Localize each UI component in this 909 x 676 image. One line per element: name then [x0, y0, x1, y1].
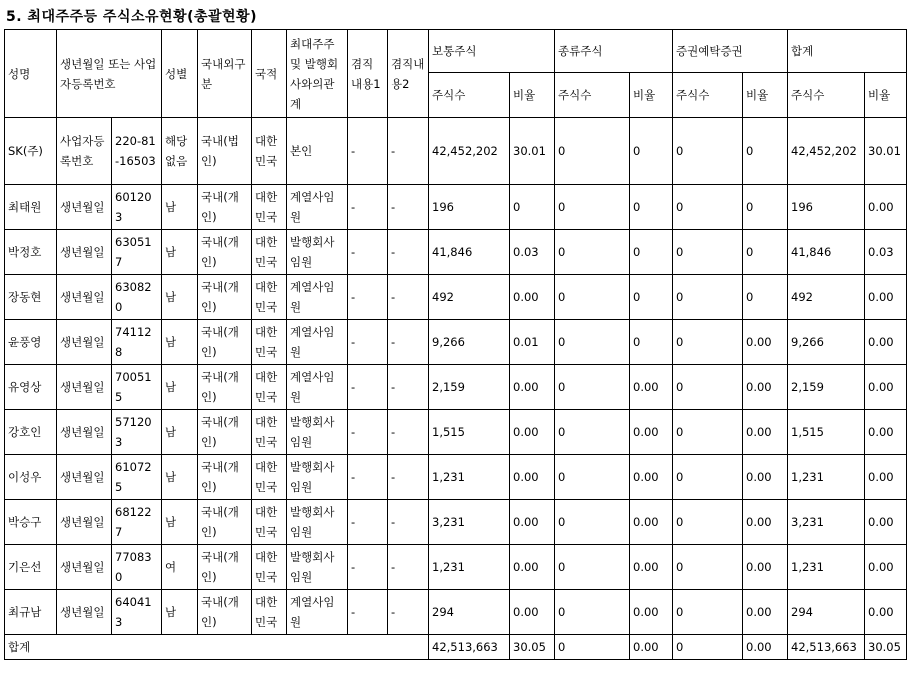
cell-job1: - — [348, 185, 388, 230]
cell-job2: - — [388, 545, 429, 590]
cell-nationality: 대한민국 — [252, 455, 287, 500]
cell-total-ratio: 0.00 — [865, 320, 907, 365]
cell-reg-type: 생년월일 — [57, 500, 112, 545]
cell-sex: 남 — [162, 590, 198, 635]
cell-preferred-ratio: 0.00 — [630, 545, 673, 590]
header-name: 성명 — [5, 30, 57, 118]
cell-sex: 남 — [162, 230, 198, 275]
cell-sex: 여 — [162, 545, 198, 590]
cell-common-shares: 1,231 — [429, 455, 510, 500]
cell-sex: 남 — [162, 410, 198, 455]
cell-domestic: 국내(개인) — [198, 455, 252, 500]
cell-name: 윤풍영 — [5, 320, 57, 365]
cell-job1: - — [348, 545, 388, 590]
cell-nationality: 대한민국 — [252, 320, 287, 365]
total-depositary-ratio: 0.00 — [743, 635, 788, 660]
cell-sex: 남 — [162, 500, 198, 545]
cell-sex: 남 — [162, 455, 198, 500]
cell-total-shares: 294 — [788, 590, 865, 635]
cell-depositary-shares: 0 — [673, 500, 743, 545]
table-row — [5, 500, 907, 545]
cell-preferred-ratio: 0 — [630, 185, 673, 230]
cell-domestic: 국내(법인) — [198, 118, 252, 185]
cell-preferred-shares: 0 — [555, 185, 630, 230]
cell-depositary-ratio: 0.00 — [743, 365, 788, 410]
total-preferred-shares: 0 — [555, 635, 630, 660]
cell-depositary-ratio: 0 — [743, 230, 788, 275]
cell-job1: - — [348, 365, 388, 410]
cell-name: SK(주) — [5, 118, 57, 185]
cell-job2: - — [388, 410, 429, 455]
cell-total-ratio: 0.03 — [865, 230, 907, 275]
cell-depositary-ratio: 0.00 — [743, 455, 788, 500]
cell-sex: 남 — [162, 275, 198, 320]
cell-job1: - — [348, 410, 388, 455]
header-depositary: 증권예탁증권 — [673, 30, 788, 73]
cell-depositary-shares: 0 — [673, 365, 743, 410]
cell-nationality: 대한민국 — [252, 275, 287, 320]
cell-common-ratio: 0.00 — [510, 590, 555, 635]
cell-name: 유영상 — [5, 365, 57, 410]
shareholder-table — [4, 29, 907, 660]
cell-total-shares: 2,159 — [788, 365, 865, 410]
header-ratio: 비율 — [630, 73, 673, 118]
cell-relation: 계열사임원 — [287, 590, 348, 635]
cell-preferred-ratio: 0 — [630, 230, 673, 275]
header-total: 합계 — [788, 30, 907, 73]
cell-relation: 계열사임원 — [287, 365, 348, 410]
header-nationality: 국적 — [252, 30, 287, 118]
total-common-ratio: 30.05 — [510, 635, 555, 660]
cell-nationality: 대한민국 — [252, 590, 287, 635]
cell-name: 장동현 — [5, 275, 57, 320]
cell-job2: - — [388, 320, 429, 365]
cell-domestic: 국내(개인) — [198, 320, 252, 365]
total-depositary-shares: 0 — [673, 635, 743, 660]
cell-name: 최태원 — [5, 185, 57, 230]
cell-depositary-shares: 0 — [673, 590, 743, 635]
cell-depositary-shares: 0 — [673, 545, 743, 590]
cell-common-shares: 492 — [429, 275, 510, 320]
header-shares: 주식수 — [673, 73, 743, 118]
cell-job2: - — [388, 118, 429, 185]
cell-sex: 남 — [162, 320, 198, 365]
cell-preferred-shares: 0 — [555, 275, 630, 320]
cell-common-shares: 3,231 — [429, 500, 510, 545]
cell-name: 기은선 — [5, 545, 57, 590]
cell-reg-type: 생년월일 — [57, 275, 112, 320]
cell-common-shares: 41,846 — [429, 230, 510, 275]
cell-reg-number: 770830 — [112, 545, 162, 590]
cell-job2: - — [388, 185, 429, 230]
cell-common-shares: 1,515 — [429, 410, 510, 455]
cell-reg-number: 640413 — [112, 590, 162, 635]
cell-depositary-ratio: 0 — [743, 275, 788, 320]
cell-relation: 발행회사임원 — [287, 455, 348, 500]
cell-total-shares: 196 — [788, 185, 865, 230]
cell-common-ratio: 0.00 — [510, 500, 555, 545]
cell-preferred-shares: 0 — [555, 590, 630, 635]
cell-job1: - — [348, 118, 388, 185]
header-preferred: 종류주식 — [555, 30, 673, 73]
header-shares: 주식수 — [429, 73, 510, 118]
cell-depositary-ratio: 0 — [743, 118, 788, 185]
cell-total-shares: 42,452,202 — [788, 118, 865, 185]
cell-relation: 계열사임원 — [287, 185, 348, 230]
cell-depositary-shares: 0 — [673, 230, 743, 275]
cell-depositary-shares: 0 — [673, 275, 743, 320]
cell-depositary-ratio: 0.00 — [743, 545, 788, 590]
header-shares: 주식수 — [788, 73, 865, 118]
cell-depositary-shares: 0 — [673, 320, 743, 365]
cell-reg-number: 630517 — [112, 230, 162, 275]
cell-common-shares: 1,231 — [429, 545, 510, 590]
cell-preferred-ratio: 0.00 — [630, 365, 673, 410]
cell-reg-type: 생년월일 — [57, 365, 112, 410]
cell-preferred-shares: 0 — [555, 455, 630, 500]
cell-common-ratio: 0.00 — [510, 455, 555, 500]
cell-job1: - — [348, 320, 388, 365]
cell-relation: 계열사임원 — [287, 275, 348, 320]
cell-domestic: 국내(개인) — [198, 275, 252, 320]
table-row — [5, 365, 907, 410]
cell-job2: - — [388, 455, 429, 500]
cell-total-shares: 9,266 — [788, 320, 865, 365]
total-total-ratio: 30.05 — [865, 635, 907, 660]
cell-depositary-shares: 0 — [673, 455, 743, 500]
cell-reg-type: 생년월일 — [57, 545, 112, 590]
cell-nationality: 대한민국 — [252, 545, 287, 590]
cell-depositary-ratio: 0.00 — [743, 320, 788, 365]
cell-domestic: 국내(개인) — [198, 500, 252, 545]
cell-relation: 발행회사임원 — [287, 230, 348, 275]
cell-relation: 본인 — [287, 118, 348, 185]
header-job1: 겸직내용1 — [348, 30, 388, 118]
header-ratio: 비율 — [865, 73, 907, 118]
cell-common-shares: 196 — [429, 185, 510, 230]
cell-depositary-ratio: 0.00 — [743, 500, 788, 545]
cell-common-ratio: 30.01 — [510, 118, 555, 185]
cell-nationality: 대한민국 — [252, 185, 287, 230]
cell-name: 강호인 — [5, 410, 57, 455]
cell-common-ratio: 0.00 — [510, 365, 555, 410]
cell-reg-type: 생년월일 — [57, 320, 112, 365]
cell-reg-number: 741128 — [112, 320, 162, 365]
cell-reg-number: 630820 — [112, 275, 162, 320]
cell-preferred-shares: 0 — [555, 230, 630, 275]
total-row — [5, 635, 907, 660]
cell-job1: - — [348, 230, 388, 275]
cell-job1: - — [348, 500, 388, 545]
cell-total-ratio: 0.00 — [865, 185, 907, 230]
cell-reg-type: 생년월일 — [57, 590, 112, 635]
cell-domestic: 국내(개인) — [198, 365, 252, 410]
cell-depositary-shares: 0 — [673, 118, 743, 185]
header-sex: 성별 — [162, 30, 198, 118]
cell-domestic: 국내(개인) — [198, 410, 252, 455]
cell-job2: - — [388, 365, 429, 410]
cell-depositary-shares: 0 — [673, 410, 743, 455]
cell-common-ratio: 0.00 — [510, 545, 555, 590]
cell-preferred-shares: 0 — [555, 410, 630, 455]
cell-depositary-ratio: 0.00 — [743, 410, 788, 455]
cell-common-ratio: 0.00 — [510, 410, 555, 455]
cell-preferred-ratio: 0 — [630, 275, 673, 320]
cell-total-ratio: 0.00 — [865, 545, 907, 590]
header-common: 보통주식 — [429, 30, 555, 73]
cell-total-shares: 41,846 — [788, 230, 865, 275]
cell-total-ratio: 0.00 — [865, 365, 907, 410]
cell-reg-type: 생년월일 — [57, 455, 112, 500]
cell-domestic: 국내(개인) — [198, 185, 252, 230]
page-title: 5. 최대주주등 주식소유현황(총괄현황) — [6, 9, 257, 25]
cell-job1: - — [348, 590, 388, 635]
cell-name: 박승구 — [5, 500, 57, 545]
cell-job1: - — [348, 275, 388, 320]
header-job2: 겸직내용2 — [388, 30, 429, 118]
cell-reg-number: 610725 — [112, 455, 162, 500]
cell-relation: 발행회사임원 — [287, 500, 348, 545]
cell-relation: 발행회사임원 — [287, 545, 348, 590]
cell-preferred-ratio: 0 — [630, 118, 673, 185]
cell-reg-type: 생년월일 — [57, 185, 112, 230]
cell-preferred-ratio: 0.00 — [630, 500, 673, 545]
cell-sex: 남 — [162, 185, 198, 230]
cell-reg-number: 700515 — [112, 365, 162, 410]
cell-total-shares: 1,231 — [788, 545, 865, 590]
cell-depositary-shares: 0 — [673, 185, 743, 230]
cell-common-shares: 9,266 — [429, 320, 510, 365]
cell-domestic: 국내(개인) — [198, 545, 252, 590]
cell-preferred-ratio: 0.00 — [630, 590, 673, 635]
total-preferred-ratio: 0.00 — [630, 635, 673, 660]
cell-preferred-shares: 0 — [555, 118, 630, 185]
cell-domestic: 국내(개인) — [198, 230, 252, 275]
table-row — [5, 118, 907, 185]
cell-total-ratio: 30.01 — [865, 118, 907, 185]
cell-depositary-ratio: 0 — [743, 185, 788, 230]
cell-name: 박정호 — [5, 230, 57, 275]
cell-preferred-ratio: 0.00 — [630, 410, 673, 455]
cell-relation: 발행회사임원 — [287, 410, 348, 455]
table-row — [5, 275, 907, 320]
header-relation: 최대주주및 발행회사와의관계 — [287, 30, 348, 118]
cell-relation: 계열사임원 — [287, 320, 348, 365]
cell-name: 이성우 — [5, 455, 57, 500]
cell-common-shares: 2,159 — [429, 365, 510, 410]
cell-sex: 남 — [162, 365, 198, 410]
header-regno: 생년월일 또는 사업자등록번호 — [57, 30, 162, 118]
cell-common-ratio: 0 — [510, 185, 555, 230]
cell-nationality: 대한민국 — [252, 365, 287, 410]
cell-sex: 해당없음 — [162, 118, 198, 185]
cell-common-ratio: 0.03 — [510, 230, 555, 275]
cell-job2: - — [388, 500, 429, 545]
cell-total-shares: 1,515 — [788, 410, 865, 455]
cell-domestic: 국내(개인) — [198, 590, 252, 635]
cell-preferred-ratio: 0 — [630, 320, 673, 365]
cell-total-ratio: 0.00 — [865, 500, 907, 545]
cell-nationality: 대한민국 — [252, 230, 287, 275]
cell-reg-type: 사업자등록번호 — [57, 118, 112, 185]
cell-total-ratio: 0.00 — [865, 275, 907, 320]
cell-job1: - — [348, 455, 388, 500]
cell-reg-number: 571203 — [112, 410, 162, 455]
cell-common-ratio: 0.00 — [510, 275, 555, 320]
cell-total-shares: 492 — [788, 275, 865, 320]
header-ratio: 비율 — [743, 73, 788, 118]
cell-preferred-ratio: 0.00 — [630, 455, 673, 500]
cell-preferred-shares: 0 — [555, 320, 630, 365]
table-row — [5, 410, 907, 455]
cell-preferred-shares: 0 — [555, 500, 630, 545]
cell-common-ratio: 0.01 — [510, 320, 555, 365]
table-row — [5, 320, 907, 365]
header-domestic: 국내외구분 — [198, 30, 252, 118]
cell-common-shares: 294 — [429, 590, 510, 635]
total-common-shares: 42,513,663 — [429, 635, 510, 660]
cell-reg-number: 601203 — [112, 185, 162, 230]
header-ratio: 비율 — [510, 73, 555, 118]
cell-preferred-shares: 0 — [555, 365, 630, 410]
table-row — [5, 230, 907, 275]
table-row — [5, 455, 907, 500]
cell-nationality: 대한민국 — [252, 118, 287, 185]
cell-total-ratio: 0.00 — [865, 590, 907, 635]
cell-total-ratio: 0.00 — [865, 455, 907, 500]
cell-total-ratio: 0.00 — [865, 410, 907, 455]
table-row — [5, 545, 907, 590]
table-row — [5, 185, 907, 230]
cell-job2: - — [388, 590, 429, 635]
header-shares: 주식수 — [555, 73, 630, 118]
cell-job2: - — [388, 275, 429, 320]
total-label: 합계 — [5, 635, 429, 660]
cell-reg-number: 220-81-16503 — [112, 118, 162, 185]
cell-reg-number: 681227 — [112, 500, 162, 545]
cell-nationality: 대한민국 — [252, 410, 287, 455]
cell-preferred-shares: 0 — [555, 545, 630, 590]
cell-job2: - — [388, 230, 429, 275]
cell-reg-type: 생년월일 — [57, 410, 112, 455]
total-total-shares: 42,513,663 — [788, 635, 865, 660]
cell-total-shares: 1,231 — [788, 455, 865, 500]
cell-depositary-ratio: 0.00 — [743, 590, 788, 635]
table-row — [5, 590, 907, 635]
cell-nationality: 대한민국 — [252, 500, 287, 545]
cell-common-shares: 42,452,202 — [429, 118, 510, 185]
cell-name: 최규남 — [5, 590, 57, 635]
cell-total-shares: 3,231 — [788, 500, 865, 545]
cell-reg-type: 생년월일 — [57, 230, 112, 275]
